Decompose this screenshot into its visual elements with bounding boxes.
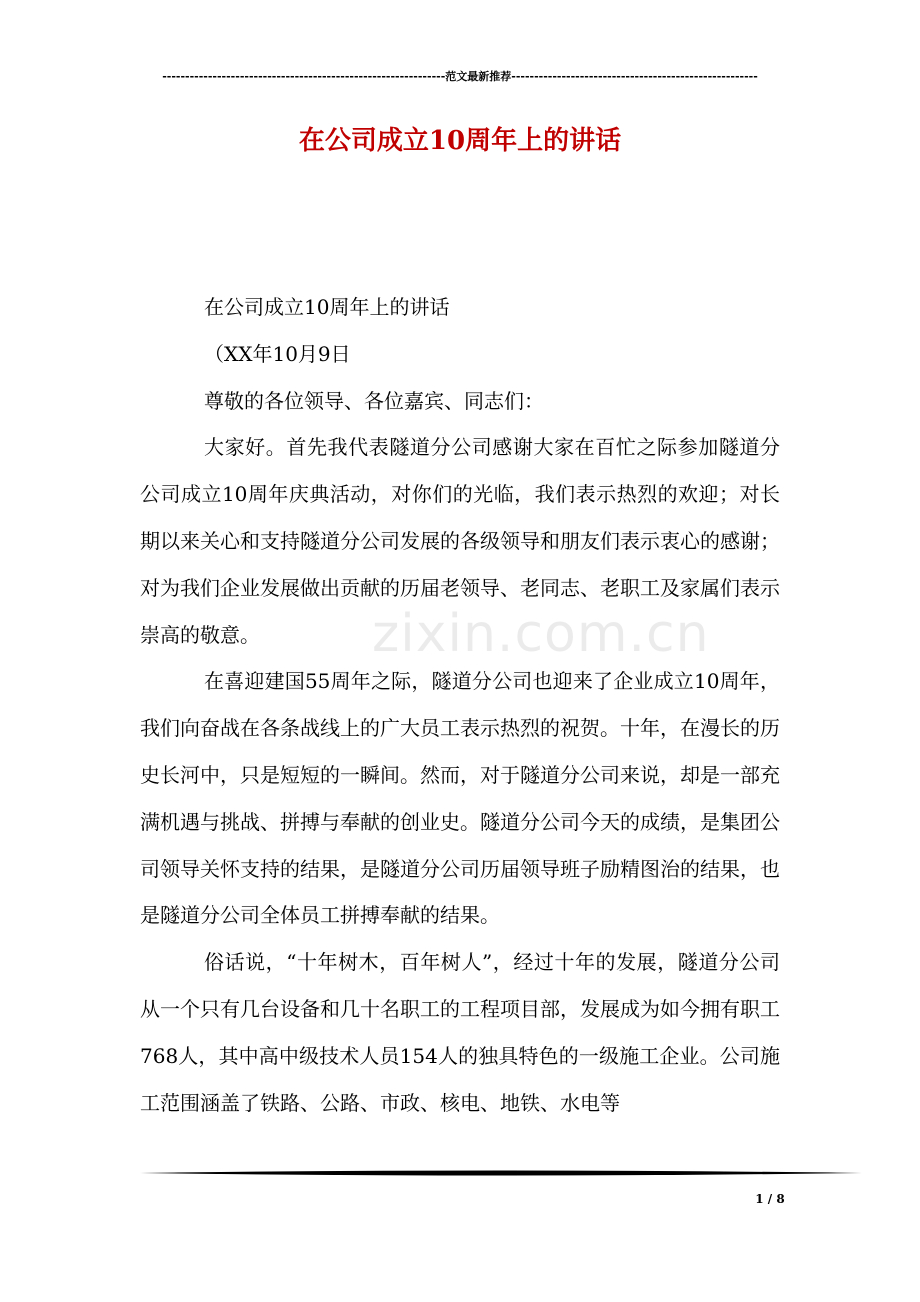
header-banner: --------------------------------------------------------------范文最新推荐------------------------------------------------------ (162, 70, 758, 83)
paragraph: 大家好。首先我代表隧道分公司感谢大家在百忙之际参加隧道分公司成立10周年庆典活动，对你们的光临，我们表示热烈的欢迎；对长期以来关心和支持隧道分公司发展的各级领导和朋友们表示衷心的感谢；对为我们企业发展做出贡献的历届老领导、老同志、老职工及家属们表示崇高的敬意。 (140, 435, 780, 647)
document-body (140, 284, 780, 1126)
page-number: 1 / 8 (755, 1192, 785, 1206)
document-title: 在公司成立10周年上的讲话 (298, 126, 622, 156)
paragraph: 俗话说，“十年树木，百年树人”，经过十年的发展，隧道分公司从一个只有几台设备和几十名职工的工程项目部，发展成为如今拥有职工768人，其中高中级技术人员154人的独具特色的一级施工企业。公司施工范围涵盖了铁路、公路、市政、核电、地铁、水电等 (140, 950, 780, 1115)
subtitle: 在公司成立10周年上的讲话 (204, 295, 450, 319)
paragraph: 在喜迎建国55周年之际，隧道分公司也迎来了企业成立10周年，我们向奋战在各条战线上的广大员工表示热烈的祝贺。十年，在漫长的历史长河中，只是短短的一瞬间。然而，对于隧道分公司来说，却是一部充满机遇与挑战、拼搏与奉献的创业史。隧道分公司今天的成绩，是集团公司领导关怀支持的结果，是隧道分公司历届领导班子励精图治的结果，也是隧道分公司全体员工拼搏奉献的结果。 (140, 669, 780, 928)
salutation: 尊敬的各位领导、各位嘉宾、同志们： (204, 388, 544, 413)
footer-divider (140, 1169, 862, 1177)
watermark: zixin.com.cn (372, 604, 710, 664)
date-line: （XX年10月9日 (204, 341, 351, 366)
